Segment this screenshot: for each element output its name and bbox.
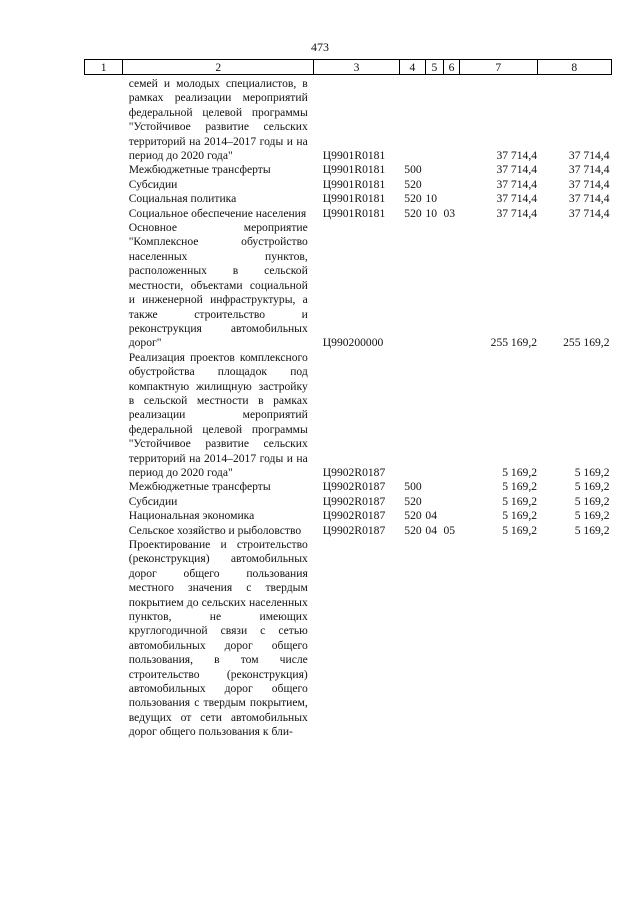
amount-year-1: 5 169,2 [502, 509, 538, 523]
row-description: Межбюджетные трансферты [128, 163, 271, 177]
row-description: Социальная политика [128, 192, 237, 206]
amount-year-2: 37 714,4 [568, 149, 610, 163]
amount-year-2: 255 169,2 [563, 336, 610, 350]
section-code [425, 221, 443, 351]
target-article-code [314, 538, 399, 740]
row-description: семей и молодых специалистов, в рамках реализации мероприятий федеральной целевой программы "Устойчивое развитие сельских территорий на 2014–2017 годы и на период до 2020 года" [128, 77, 308, 163]
column-header: 8 [537, 60, 611, 75]
subsection-code: 05 [443, 523, 456, 537]
subsection-code [444, 221, 460, 351]
row-description: Реализация проектов комплексного обустройства площадок под компактную жилищную застройку в сельской местности в рамках реализации мероприятий федеральной целевой программы "Устойчивое развитие сельских территорий на 2014–2017 годы и на период до 2020 года" [128, 350, 308, 479]
amount-year-1: 37 714,4 [496, 206, 538, 220]
table-row [85, 524, 612, 538]
row-description: Проектирование и строительство (реконструкция) автомобильных дорог общего пользования местного значения с твердым покрытием до сельских населенных пунктов, не имеющих круглогодичной связи с сетью автомобильных дорог общего пользования, в том числе строительство (реконструкция) автомобильных дорог общего пользования с твердым покрытием, ведущих от сети автомобильных дорог общего пользования к бли- [128, 538, 308, 739]
page-number: 473 [311, 40, 329, 54]
expense-type-code: 520 [404, 192, 422, 206]
section-code: 10 [425, 206, 437, 220]
section-code [425, 163, 443, 177]
row-description: Социальное обеспечение населения [128, 206, 307, 220]
section-code: 04 [425, 523, 437, 537]
column-header: 1 [85, 60, 123, 75]
target-article-code: Ц9901R0181 [322, 206, 386, 220]
amount-year-1: 5 169,2 [502, 465, 538, 479]
table-row [85, 207, 612, 221]
expense-type-code: 520 [404, 494, 422, 508]
amount-year-2: 5 169,2 [574, 465, 610, 479]
subsection-code [444, 192, 460, 206]
target-article-code: Ц9902R0187 [322, 480, 386, 494]
table-row [85, 221, 612, 351]
column-header: 5 [425, 60, 443, 75]
target-article-code: Ц9902R0187 [322, 509, 386, 523]
row-description: Межбюджетные трансферты [128, 480, 271, 494]
amount-year-2: 37 714,4 [568, 177, 610, 191]
subsection-code [444, 480, 460, 494]
table-row [85, 75, 612, 164]
subsection-code: 03 [443, 206, 456, 220]
target-article-code: Ц9901R0181 [322, 149, 386, 163]
column-header: 6 [444, 60, 460, 75]
section-code [425, 75, 443, 164]
subsection-code [444, 509, 460, 523]
table-row [85, 538, 612, 740]
amount-year-1: 37 714,4 [496, 149, 538, 163]
budget-table [84, 59, 612, 740]
expense-type-code: 520 [404, 177, 422, 191]
section-code [425, 538, 443, 740]
expense-type-code: 520 [404, 523, 422, 537]
row-description: Основное мероприятие "Комплексное обустройство населенных пунктов, расположенных в сельской местности, объектами социальной и инженерной инфраструктуры, а также строительство и реконструкция автомобильных дорог" [128, 221, 308, 350]
amount-year-2: 37 714,4 [568, 192, 610, 206]
amount-year-1: 37 714,4 [496, 192, 538, 206]
subsection-code [444, 351, 460, 481]
target-article-code: Ц9901R0181 [322, 177, 386, 191]
expense-type-code: 500 [404, 163, 422, 177]
amount-year-2: 5 169,2 [574, 480, 610, 494]
table-row [85, 495, 612, 509]
section-code [425, 495, 443, 509]
target-article-code: Ц9901R0181 [322, 163, 386, 177]
table-row [85, 509, 612, 523]
amount-year-1: 255 169,2 [490, 336, 538, 350]
subsection-code [444, 538, 460, 740]
amount-year-2 [537, 538, 611, 740]
target-article-code: Ц990200000 [322, 336, 384, 350]
subsection-code [444, 163, 460, 177]
amount-year-1: 5 169,2 [502, 480, 538, 494]
table-row [85, 178, 612, 192]
section-code: 04 [425, 509, 437, 523]
row-description: Национальная экономика [128, 509, 255, 523]
row-description: Субсидии [128, 494, 178, 508]
expense-type-code: 520 [404, 509, 422, 523]
column-header: 4 [399, 60, 425, 75]
expense-type-code [399, 75, 425, 164]
amount-year-2: 37 714,4 [568, 206, 610, 220]
target-article-code: Ц9902R0187 [322, 494, 386, 508]
expense-type-code [399, 221, 425, 351]
target-article-code: Ц9902R0187 [322, 465, 386, 479]
amount-year-1: 5 169,2 [502, 494, 538, 508]
amount-year-2: 5 169,2 [574, 509, 610, 523]
expense-type-code: 500 [404, 480, 422, 494]
amount-year-1: 5 169,2 [502, 523, 538, 537]
amount-year-2: 5 169,2 [574, 494, 610, 508]
subsection-code [444, 75, 460, 164]
amount-year-1: 37 714,4 [496, 177, 538, 191]
row-description: Сельское хозяйство и рыболовство [128, 523, 302, 537]
subsection-code [444, 495, 460, 509]
column-header: 7 [460, 60, 537, 75]
amount-year-1 [460, 538, 537, 740]
target-article-code: Ц9902R0187 [322, 523, 386, 537]
column-header: 2 [123, 60, 314, 75]
expense-type-code [399, 538, 425, 740]
section-code [425, 178, 443, 192]
target-article-code: Ц9901R0181 [322, 192, 386, 206]
column-number-header [85, 60, 612, 75]
table-row [85, 480, 612, 494]
table-row [85, 351, 612, 481]
expense-type-code: 520 [404, 206, 422, 220]
row-description: Субсидии [128, 177, 178, 191]
section-code [425, 351, 443, 481]
section-code [425, 480, 443, 494]
table-row [85, 192, 612, 206]
subsection-code [444, 178, 460, 192]
section-code: 10 [425, 192, 437, 206]
amount-year-2: 5 169,2 [574, 523, 610, 537]
amount-year-2: 37 714,4 [568, 163, 610, 177]
table-row [85, 163, 612, 177]
amount-year-1: 37 714,4 [496, 163, 538, 177]
expense-type-code [399, 351, 425, 481]
column-header: 3 [314, 60, 399, 75]
